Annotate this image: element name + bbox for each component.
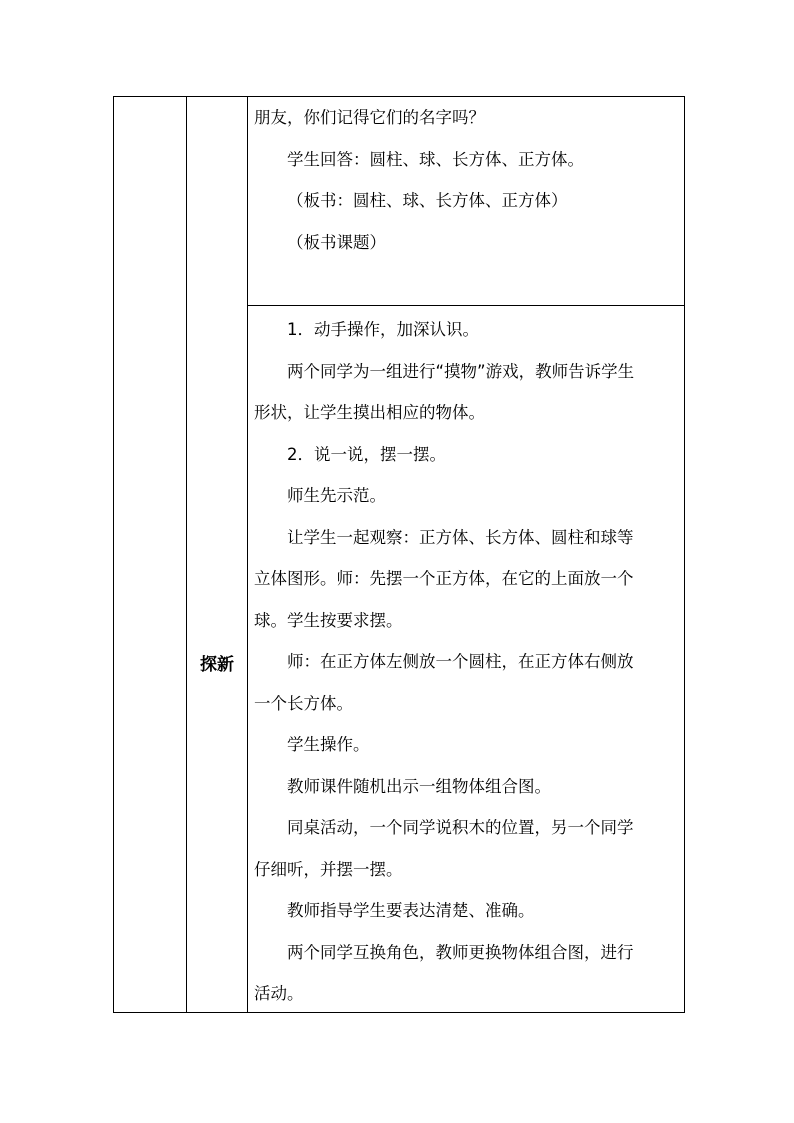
lesson-table (113, 96, 685, 1013)
paragraph-line: 让学生一起观察：正方体、长方体、圆柱和球等 (287, 527, 634, 547)
paragraph-line: 两个同学互换角色，教师更换物体组合图，进行 (287, 942, 634, 962)
paragraph-line: 同桌活动，一个同学说积木的位置，另一个同学 (287, 818, 634, 837)
paragraph-line: 教师课件随机出示一组物体组合图。 (287, 776, 551, 796)
content-cell-row2 (248, 306, 684, 1012)
paragraph: 学生回答：圆柱、球、长方体、正方体。 (287, 149, 584, 169)
paragraph: （板书课题） (287, 232, 386, 252)
paragraph-line: 仔细听，并摆一摆。 (254, 859, 403, 879)
paragraph: 朋友，你们记得它们的名字吗？ (254, 108, 485, 127)
paragraph-line: 教师指导学生要表达清楚、准确。 (287, 901, 535, 920)
paragraph-line: 2．说一说，摆一摆。 (287, 444, 446, 464)
paragraph-line: 1．动手操作，加深认识。 (287, 320, 479, 339)
paragraph-line: 活动。 (254, 984, 304, 1003)
paragraph-line: 立体图形。师：先摆一个正方体，在它的上面放一个 (254, 569, 634, 588)
paragraph-line: 球。学生按要求摆。 (254, 610, 403, 630)
paragraph-line: 两个同学为一组进行“摸物”游戏，教师告诉学生 (287, 361, 635, 381)
stage-label: 探新 (200, 654, 234, 675)
paragraph-line: 师生先示范。 (287, 486, 386, 505)
paragraph-line: 师：在正方体左侧放一个圆柱，在正方体右侧放 (287, 652, 634, 671)
content-cell-row1 (248, 97, 684, 305)
paragraph-line: 学生操作。 (287, 735, 370, 754)
paragraph-line: 一个长方体。 (254, 693, 353, 713)
paragraph: （板书：圆柱、球、长方体、正方体） (287, 191, 568, 210)
paragraph-line: 形状，让学生摸出相应的物体。 (254, 403, 485, 422)
